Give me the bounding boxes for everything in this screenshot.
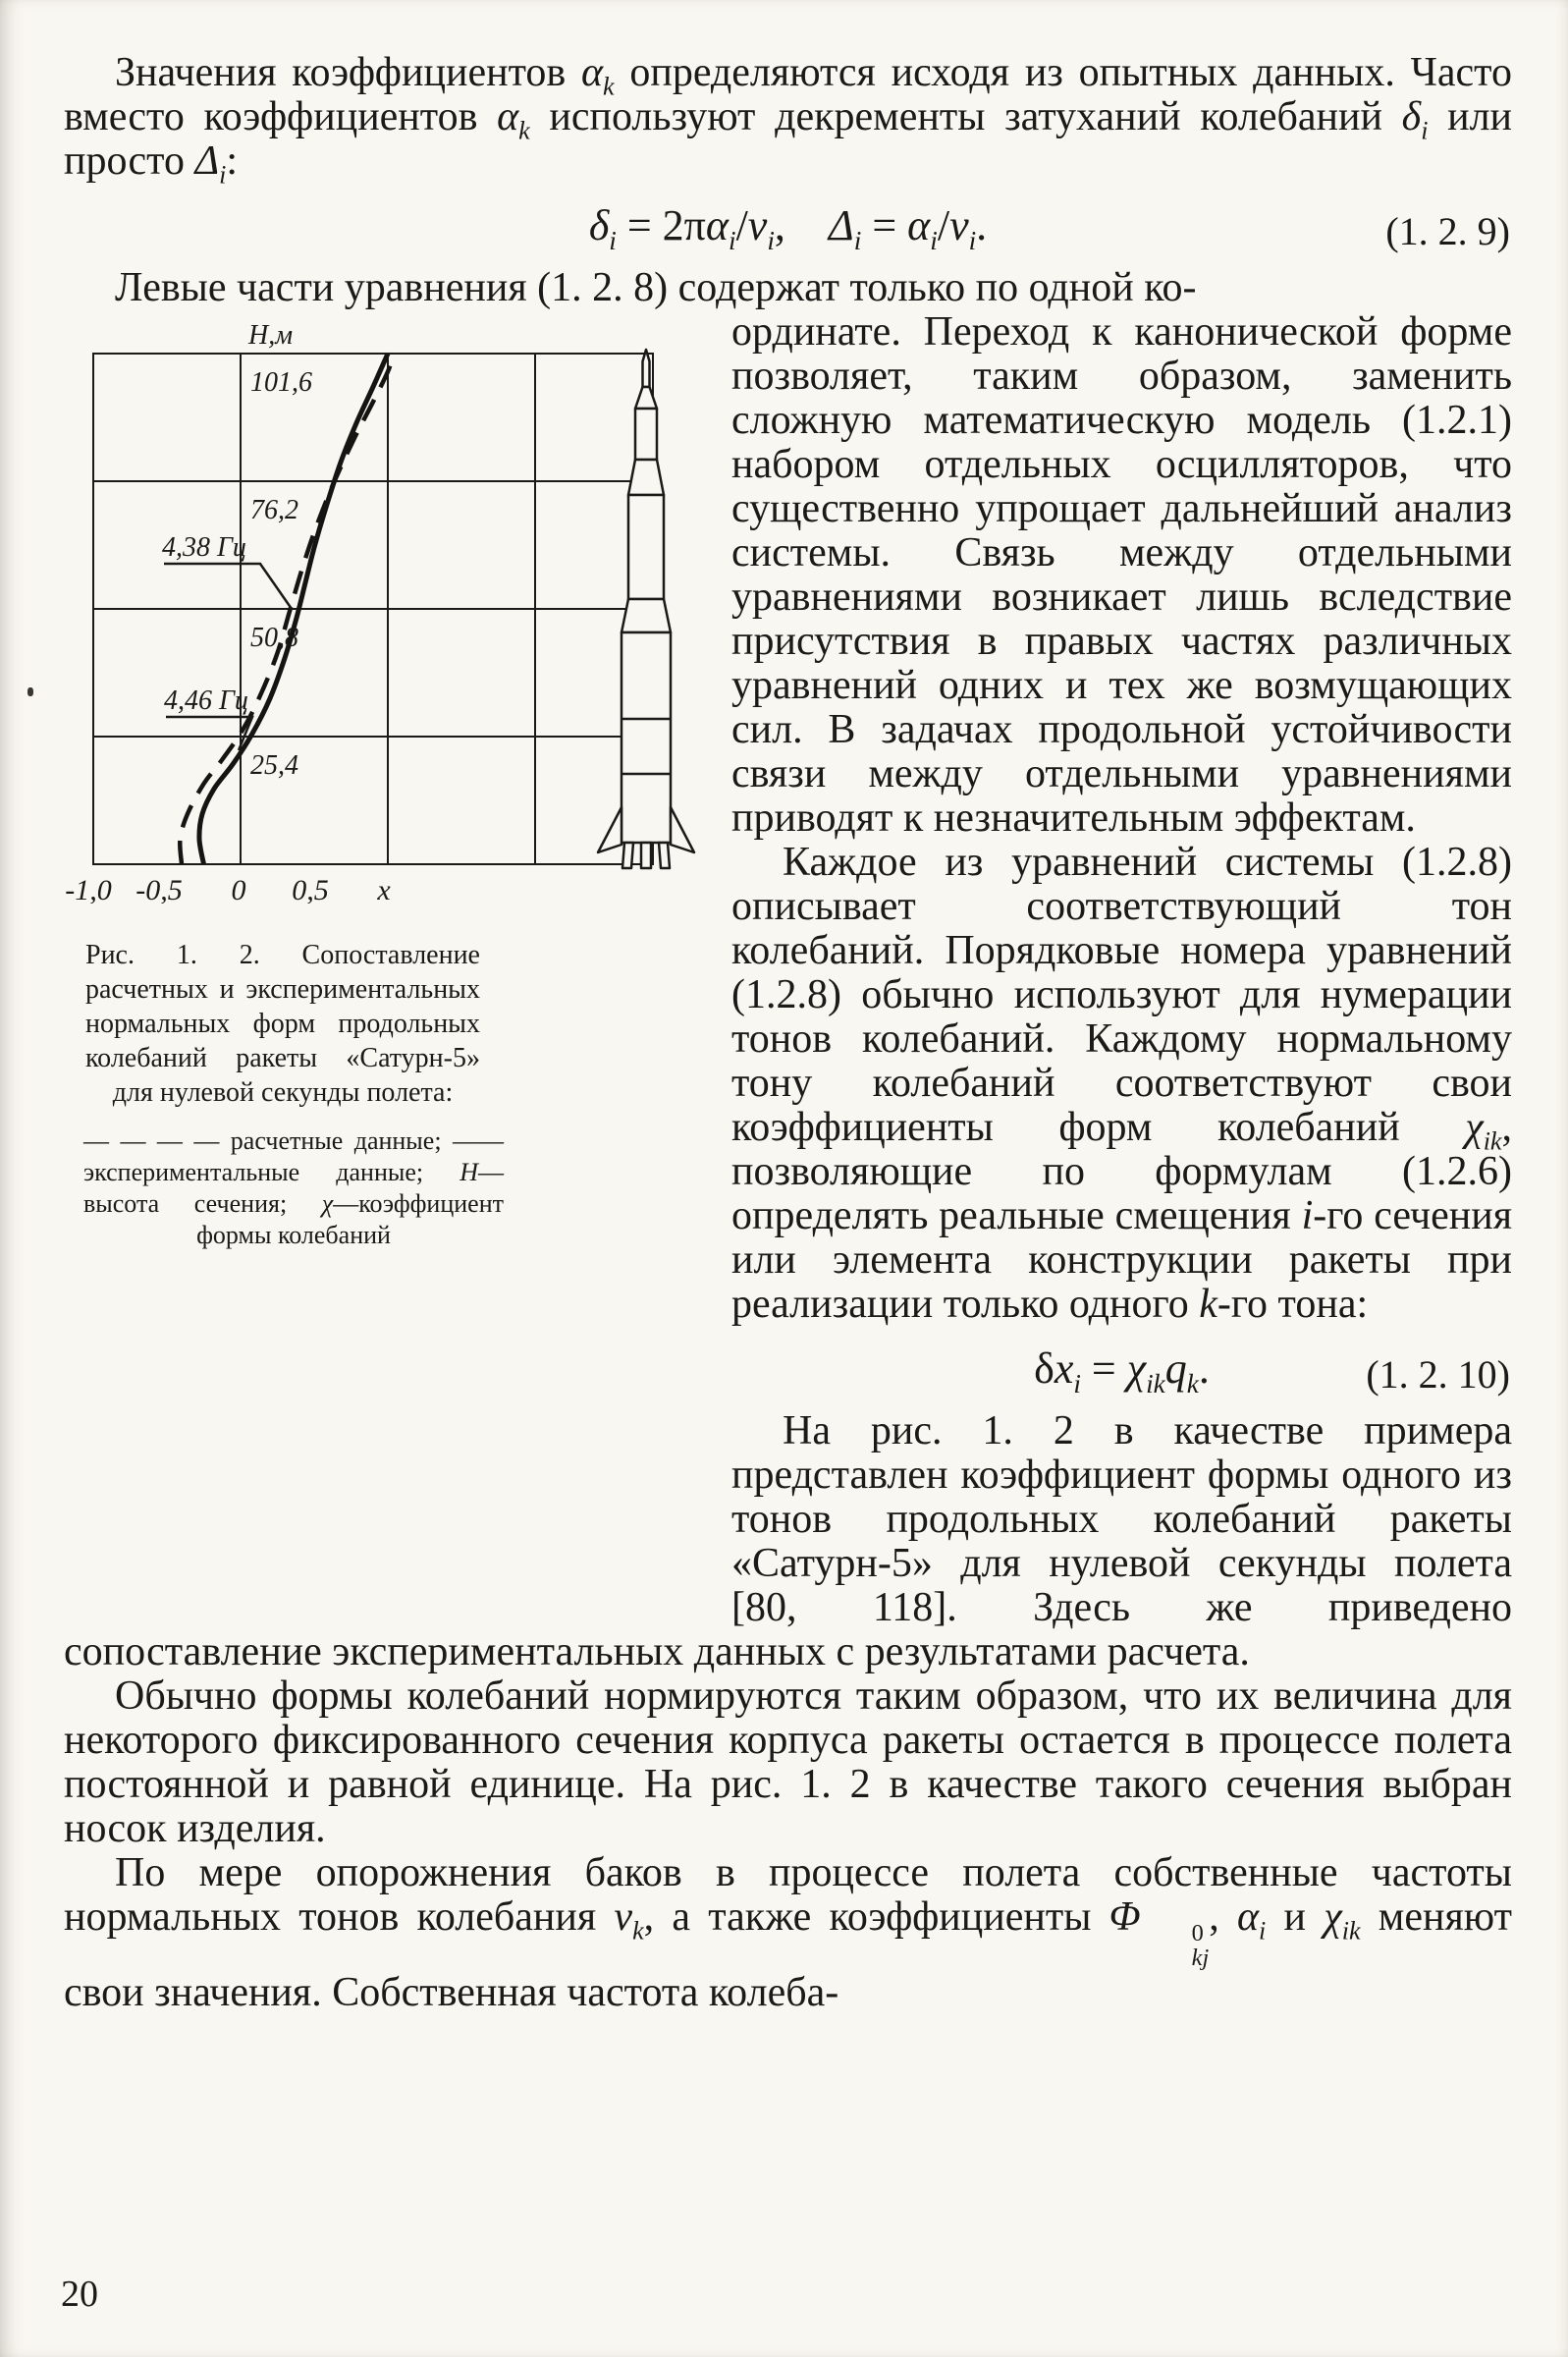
equation-1-2-10-number: (1. 2. 10) — [1366, 1352, 1510, 1397]
freq-446-leader-line — [166, 717, 252, 750]
chart-grid — [93, 354, 653, 864]
freq-446-label: 4,46 Гц — [164, 685, 248, 716]
x-axis-label-05: 0,5 — [292, 874, 329, 904]
equation-1-2-9-number: (1. 2. 9) — [1385, 209, 1510, 253]
x-axis-label-0: 0 — [231, 874, 246, 904]
x-axis-label-m10: -1,0 — [65, 874, 112, 904]
equation-1-2-10-formula: $\delta x_i = \chi_{ik}q_k$. — [1034, 1344, 1210, 1398]
y-axis-label-101-6: 101,6 — [250, 367, 312, 398]
y-axis-label-76-2: 76,2 — [250, 495, 298, 525]
paragraph-4: На рис. 1. 2 в качестве примера представлен коэффициент формы одного из тонов продольных колебаний ракеты «Сатурн-5» для нулевой секунды полета [80, 118]. Здесь же приведено сопоставление экспериментальных данных с результатами расчета. — [64, 1408, 1512, 1674]
paragraph-5: Обычно формы колебаний нормируются таким образом, что их величина для некоторого фиксированного сечения корпуса ракеты остается в процессе полета постоянной и равной единице. На рис. 1. 2 в качестве такого сечения выбран носок изделия. — [64, 1673, 1512, 1851]
figure-chart — [64, 314, 702, 904]
paragraph-2-lead: Левые части уравнения (1. 2. 8) содержат только по одной ко- — [115, 265, 1197, 310]
figure-caption-block — [64, 938, 702, 1251]
x-axis-label-m05: -0,5 — [135, 874, 183, 904]
freq-438-label: 4,38 Гц — [162, 532, 246, 563]
page-number: 20 — [61, 2274, 98, 2315]
freq-438-leader-line — [164, 564, 292, 609]
figure-1-2 — [64, 314, 702, 1620]
equation-1-2-10 — [64, 1343, 1512, 1396]
paragraph-3: Каждое из уравнений системы (1.2.8) описывает соответствующий тон колебаний. Порядковые номера уравнений (1.2.8) обычно используют для нумерации тонов колебаний. Каждому нормальному тону колебаний соответствуют свои коэффициенты форм колебаний $\chi_{ik}$, позволяющие по формулам (1.2.6) определять реальные смещения i-го сечения или элемента конструкции ракеты при реализации только одного k-го тона: — [731, 840, 1513, 1327]
y-axis-label-50-8: 50,8 — [250, 623, 298, 653]
figure-legend: — — — — расчетные данные; —— экспериментальные данные; Н—высота сечения; χ—коэффициент формы колебаний — [83, 1126, 504, 1249]
paragraph-2-rest: ординате. Переход к канонической форме позволяет, таким образом, заменить сложную математическую модель (1.2.1) набором отдельных осцилляторов, что существенно упрощает дальнейший анализ системы. Связь между отдельными уравнениями возникает лишь вследствие присутствия в правых частях различных уравнений одних и тех же возмущающих сил. В задачах продольной устойчивости связи между отдельными уравнениями приводят к незначительным эффектам. — [731, 309, 1512, 841]
paragraph-6: По мере опорожнения баков в процессе полета собственные частоты нормальных тонов колебания $\nu_k$, а также коэффициенты Φ 0 kj , $\alpha_i$ и $\chi_{ik}$ меняют свои значения. Собственная частота колеба- — [64, 1850, 1512, 2015]
figure-caption: Рис. 1. 2. Сопоставление расчетных и экспериментальных нормальных форм продольных колебаний ракеты «Сатурн-5» для нулевой секунды полета: — [85, 940, 480, 1108]
y-axis-label-25-4: 25,4 — [250, 750, 298, 781]
equation-1-2-9-formula: $\delta_i = 2\pi\alpha_i/\nu_i$, $\Delta_i = \alpha_i/\nu_i$. — [588, 201, 988, 255]
x-axis-name: х — [377, 874, 391, 904]
equation-1-2-9 — [64, 199, 1512, 255]
chart-axis-title: Н,м — [248, 320, 294, 351]
scan-artifact — [27, 687, 33, 696]
paragraph-1: Значения коэффициентов $\alpha_k$ определяются исходя из опытных данных. Часто вместо коэффициентов $\alpha_k$ используют декременты затуханий колебаний $\delta_i$ или просто $\Delta_i$: — [64, 50, 1513, 190]
